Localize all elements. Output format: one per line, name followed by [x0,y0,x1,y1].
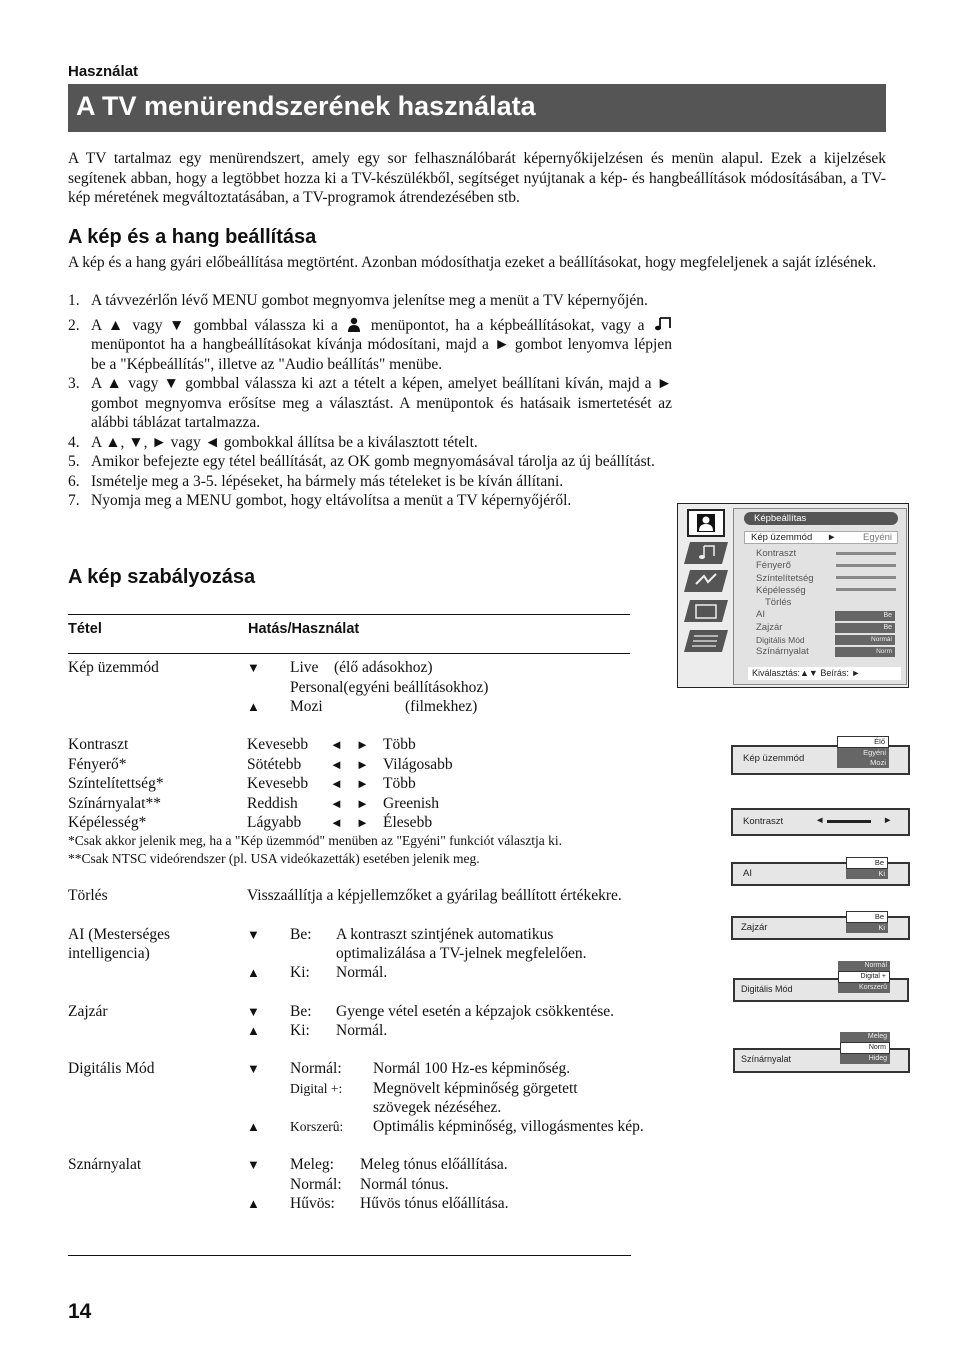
osd-ai: AI [731,862,910,886]
ai-be-text-2: optimalizálása a TV-jelnek megfelelően. [336,945,587,962]
right-arrow-icon: ► [356,776,369,791]
ai-ki-text: Normál. [336,964,388,981]
osd-kep-options: Élő Egyéni Mozi [837,736,889,768]
digitalis-korszeru: Korszerû: [290,1119,344,1134]
step-3: 3. A ▲ vagy ▼ gombbal válassza ki azt a tételt a képen, amelyet beállítani kíván, majd a ► gombot megnyomva erősítse meg a választást. A menüpontok és hatásaik ismertetését az alábbi táblázat tartalmazza. [68,375,672,431]
digitalis-plus-text-1: Megnövelt képminőség görgetett [373,1080,578,1097]
down-arrow-icon: ▼ [247,927,260,942]
step-6: 6. Ismételje meg a 3-5. lépéseket, ha bármely más tételeket is be kíván állítani. [68,472,564,490]
section2-heading: A kép szabályozása [68,566,256,588]
right-arrow-icon: ► [356,795,369,811]
zajzar-be-text: Gyenge vétel esetén a képzajok csökkentése. [336,1003,615,1020]
szin-huvos: Hűvös: [290,1195,335,1212]
osd-szin-options: Meleg Norm Hideg [840,1032,890,1064]
col-header-effect: Hatás/Használat [248,621,360,637]
ai-be-text-1: A kontraszt szintjének automatikus [336,926,554,943]
sound-menu-icon [654,316,672,332]
osd-slider-bar [827,820,871,823]
slider-row: Színtelítettség* Kevesebb ◄ ► Több [68,775,416,792]
slider-row: Fényerő* Sötétebb ◄ ► Világosabb [68,755,453,773]
zajzar-be: Be: [290,1003,312,1020]
digitalis-korszeru-text: Optimális képminőség, villogásmentes kép. [373,1118,644,1135]
osd-slider [836,576,896,579]
left-arrow-icon: ◄ [330,795,343,811]
szin-normal: Normál: [290,1176,342,1193]
zajzar-ki: Ki: [290,1022,310,1039]
osd-slider [836,588,896,591]
page-title-bar [68,84,886,132]
right-arrow-icon: ► [356,737,369,752]
row-ai-label-1: AI (Mesterséges [68,926,171,943]
menu-tab-icons [682,540,728,658]
digitalis-normal-text: Normál 100 Hz-es képminőség. [373,1060,571,1077]
left-arrow-icon: ◄ [330,737,343,752]
osd-footer: Kiválasztás:▲▼ Beírás: ► [748,667,901,680]
picture-menu-icon [347,317,361,332]
ai-ki: Ki: [290,964,310,981]
slider-row: Képélesség* Lágyabb ◄ ► Élesebb [68,814,433,831]
page-number: 14 [68,1300,92,1323]
osd-zajzar: Zajzár [731,916,910,940]
osd-value: Normál [835,635,895,645]
up-arrow-icon: ▲ [247,1023,260,1038]
digitalis-normal: Normál: [290,1060,342,1077]
section1-heading: A kép és a hang beállítása [68,226,317,248]
szin-normal-text: Normál tónus. [360,1176,449,1193]
slider-row: Kontraszt Kevesebb ◄ ► Több [68,736,416,753]
col-header-item: Tétel [68,621,102,637]
down-arrow-icon: ▼ [247,660,260,675]
row-kep-uzemmod-label: Kép üzemmód [68,659,159,676]
table-top-rule [68,614,630,615]
up-arrow-icon: ▲ [247,1119,260,1134]
page-title: A TV menürendszerének használata [76,91,536,121]
step-5: 5. Amikor befejezte egy tétel beállítását, az OK gomb megnyomásával tárolja az új beállítást. [68,453,655,470]
kep-personal: Personal(egyéni beállításokhoz) [290,679,489,696]
osd-value: Be [835,611,895,621]
osd-digitalis-options: Normál Digital + Korszerû [838,961,890,993]
osd-main-menu [677,503,909,688]
section-label: Használat [68,63,139,80]
szin-huvos-text: Hűvös tónus előállítása. [360,1195,509,1212]
down-arrow-icon: ▼ [247,1157,260,1172]
osd-mode-row: Kép üzemmód ► Egyéni [744,531,898,544]
slider-row: Színárnyalat** Reddish ◄ ► Greenish [68,794,439,812]
digitalis-plus-text-2: szövegek nézéséhez. [373,1099,502,1116]
step-7: 7. Nyomja meg a MENU gombot, hogy eltávolítsa a menüt a TV képernyőjéről. [68,492,572,509]
osd-szinarnyalat: Színárnyalat [733,1048,910,1073]
szin-meleg: Meleg: [290,1156,334,1173]
step-4: 4. A ▲, ▼, ► vagy ◄ gombokkal állítsa be a kiválasztott tételt. [68,433,478,451]
down-arrow-icon: ▼ [247,1004,260,1019]
row-zajzar-label: Zajzár [68,1003,108,1020]
osd-title: Képbeállítas [744,512,898,525]
left-arrow-icon: ◄ [330,776,343,791]
left-arrow-icon: ◄ [330,756,343,772]
zajzar-ki-text: Normál. [336,1022,388,1039]
table-header-rule [68,653,630,654]
row-ai-label-2: intelligencia) [68,945,150,962]
up-arrow-icon: ▲ [247,699,260,714]
row-digitalis-label: Digitális Mód [68,1060,155,1077]
kep-mozi-desc: (filmekhez) [405,698,478,715]
picture-tab-icon [687,509,725,537]
footnote-2: **Csak NTSC videórendszer (pl. USA videókazetták) esetében jelenik meg. [68,851,480,866]
kep-live-desc: (élő adásokhoz) [334,659,433,676]
footnote-1: *Csak akkor jelenik meg, ha a "Kép üzemmód" menüben az "Egyéni" funkciót választja ki. [68,833,563,848]
osd-items: Kontraszt Fényerő Színtelítetség Képélesség Törlés AI Zajzár Digitális Mód Színárnyalat [756,548,814,658]
osd-kep-uzemmod: Kép üzemmód [731,745,910,775]
szin-meleg-text: Meleg tónus előállítása. [360,1156,508,1173]
step-2: 2. A ▲ vagy ▼ gombbal válassza ki a menüpontot, ha a képbeállításokat, vagy a menüpontot ha a hangbeállításokat kívánja módosítani, majd a ► gombot lenyomva lépjen be a "Képbeállítás", illetve az "Audio beállítás" menübe. [68,316,672,373]
row-torles-text: Visszaállítja a képjellemzőket a gyárilag beállított értékekre. [247,887,622,904]
down-arrow-icon: ▼ [247,1061,260,1076]
up-arrow-icon: ▲ [247,1196,260,1211]
row-szinarnyalat-label: Sznárnyalat [68,1156,142,1173]
left-arrow-icon: ◄ [330,815,343,830]
osd-slider [836,564,896,567]
kep-mozi: Mozi [290,698,323,715]
ai-be: Be: [290,926,312,943]
steps-list [68,291,672,511]
right-arrow-icon: ► [356,756,369,772]
osd-value: Norm [835,647,895,657]
osd-ai-options: Be Ki [846,857,888,879]
intro-paragraph: A TV tartalmaz egy menürendszert, amely egy sor felhasználóbarát képernyőkijelzésen és menün alapul. Ezek a kijelzések segítenek abban, hogy a legtöbbet hozza ki a TV-készülékből, segítséget nyújtanak a kép- és hangbeállítások módosításában, a TV-kép méretének megváltoztatásában, a TV-programok átrendezésében stb. [68,150,886,206]
osd-slider [836,552,896,555]
table-bottom-rule [68,1255,631,1256]
step-1: 1. A távvezérlőn lévő MENU gombot megnyomva jelenítse meg a menüt a TV képernyőjén. [68,292,648,309]
digitalis-plus: Digital +: [290,1081,343,1096]
section1-lead: A kép és a hang gyári előbeállítása megtörtént. Azonban módosíthatja ezeket a beállításokat, hogy megfeleljenek a saját ízlésének. [68,254,877,271]
right-arrow-icon: ► [356,815,369,830]
osd-kontraszt: Kontraszt ◄ ► [731,808,910,836]
row-torles-label: Törlés [68,887,108,904]
up-arrow-icon: ▲ [247,965,260,980]
osd-zajzar-options: Be Ki [846,911,888,933]
osd-digitalis: Digitális Mód [733,978,909,1002]
kep-live: Live [290,659,319,676]
osd-value: Be [835,623,895,633]
